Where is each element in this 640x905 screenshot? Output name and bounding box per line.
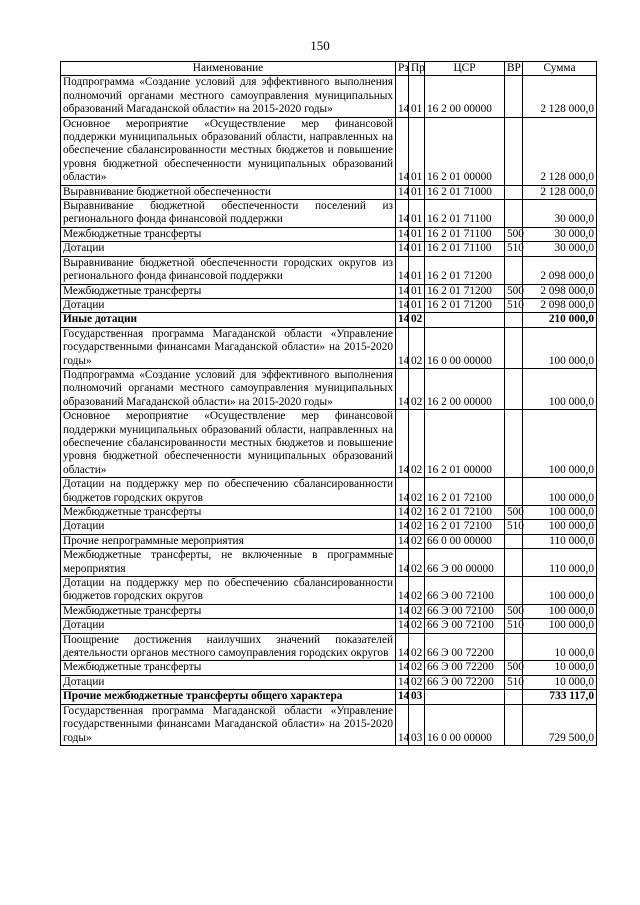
cell-rz: 14 bbox=[396, 661, 409, 675]
cell-pr: 02 bbox=[409, 327, 425, 368]
header-name: Наименование bbox=[61, 62, 396, 76]
table-row bbox=[61, 368, 597, 409]
table-row bbox=[61, 242, 597, 256]
cell-vr: 500 bbox=[505, 506, 523, 520]
cell-pr: 02 bbox=[409, 506, 425, 520]
cell-rz: 14 bbox=[396, 675, 409, 689]
cell-sum: 100 000,0 bbox=[523, 410, 597, 478]
cell-csr bbox=[425, 313, 505, 327]
cell-rz: 14 bbox=[396, 534, 409, 548]
cell-csr: 66 Э 00 72100 bbox=[425, 619, 505, 633]
table-row bbox=[61, 298, 597, 312]
cell-pr: 01 bbox=[409, 227, 425, 241]
cell-sum: 30 000,0 bbox=[523, 227, 597, 241]
cell-rz: 14 bbox=[396, 604, 409, 618]
cell-rz: 14 bbox=[396, 478, 409, 506]
cell-vr: 500 bbox=[505, 661, 523, 675]
page-number: 150 bbox=[310, 38, 330, 53]
table-row bbox=[61, 506, 597, 520]
table-row bbox=[61, 256, 597, 284]
cell-pr: 02 bbox=[409, 604, 425, 618]
cell-pr: 02 bbox=[409, 619, 425, 633]
cell-sum: 110 000,0 bbox=[523, 534, 597, 548]
cell-sum: 2 098 000,0 bbox=[523, 256, 597, 284]
cell-name: Дотации bbox=[61, 520, 396, 534]
cell-pr: 01 bbox=[409, 117, 425, 185]
cell-name: Межбюджетные трансферты bbox=[61, 284, 396, 298]
cell-sum: 10 000,0 bbox=[523, 661, 597, 675]
cell-pr: 02 bbox=[409, 368, 425, 409]
cell-vr bbox=[505, 327, 523, 368]
cell-sum: 30 000,0 bbox=[523, 242, 597, 256]
cell-csr: 16 2 01 71100 bbox=[425, 227, 505, 241]
cell-name: Дотации bbox=[61, 298, 396, 312]
cell-vr bbox=[505, 76, 523, 117]
cell-vr bbox=[505, 410, 523, 478]
cell-sum: 10 000,0 bbox=[523, 675, 597, 689]
cell-rz: 14 bbox=[396, 577, 409, 605]
cell-vr: 510 bbox=[505, 242, 523, 256]
cell-vr bbox=[505, 256, 523, 284]
cell-vr bbox=[505, 200, 523, 228]
table-row bbox=[61, 690, 597, 704]
table-row bbox=[61, 327, 597, 368]
cell-pr: 02 bbox=[409, 410, 425, 478]
cell-sum: 100 000,0 bbox=[523, 604, 597, 618]
cell-csr: 16 2 01 71200 bbox=[425, 256, 505, 284]
cell-name: Дотации bbox=[61, 619, 396, 633]
table-row bbox=[61, 410, 597, 478]
cell-pr: 02 bbox=[409, 478, 425, 506]
header-sum: Сумма bbox=[523, 62, 597, 76]
cell-rz: 14 bbox=[396, 549, 409, 577]
cell-name: Прочие непрограммные мероприятия bbox=[61, 534, 396, 548]
cell-rz: 14 bbox=[396, 256, 409, 284]
cell-name: Дотации на поддержку мер по обеспечению сбалансированности бюджетов городских округов bbox=[61, 478, 396, 506]
cell-rz: 14 bbox=[396, 690, 409, 704]
cell-vr bbox=[505, 313, 523, 327]
cell-rz: 14 bbox=[396, 410, 409, 478]
cell-vr bbox=[505, 633, 523, 661]
cell-sum: 110 000,0 bbox=[523, 549, 597, 577]
header-rz: Рз bbox=[396, 62, 409, 76]
cell-name: Подпрограмма «Создание условий для эффективного выполнения полномочий органами местного самоуправления муниципальных образований Магаданской области» на 2015-2020 годы» bbox=[61, 76, 396, 117]
table-row bbox=[61, 478, 597, 506]
cell-vr: 500 bbox=[505, 604, 523, 618]
cell-vr bbox=[505, 704, 523, 745]
cell-name: Основное мероприятие «Осуществление мер финансовой поддержки муниципальных образований области, направленных на обеспечение сбалансированности местных бюджетов и повышение уровня бюджетной обеспеченности муниципальных образований области» bbox=[61, 117, 396, 185]
cell-sum: 10 000,0 bbox=[523, 633, 597, 661]
cell-vr bbox=[505, 478, 523, 506]
cell-vr: 510 bbox=[505, 619, 523, 633]
budget-table bbox=[60, 61, 597, 746]
cell-csr: 16 2 00 00000 bbox=[425, 76, 505, 117]
header-csr: ЦСР bbox=[425, 62, 505, 76]
table-row bbox=[61, 619, 597, 633]
cell-sum: 733 117,0 bbox=[523, 690, 597, 704]
cell-sum: 2 128 000,0 bbox=[523, 185, 597, 199]
cell-csr: 16 2 01 71000 bbox=[425, 185, 505, 199]
table-row bbox=[61, 117, 597, 185]
cell-rz: 14 bbox=[396, 506, 409, 520]
table-header-row bbox=[61, 62, 597, 76]
cell-name: Выравнивание бюджетной обеспеченности поселений из регионального фонда финансовой поддержки bbox=[61, 200, 396, 228]
cell-pr: 02 bbox=[409, 633, 425, 661]
cell-vr: 510 bbox=[505, 675, 523, 689]
cell-vr bbox=[505, 690, 523, 704]
table-row bbox=[61, 227, 597, 241]
cell-sum: 2 098 000,0 bbox=[523, 298, 597, 312]
cell-csr bbox=[425, 690, 505, 704]
cell-pr: 01 bbox=[409, 284, 425, 298]
cell-sum: 210 000,0 bbox=[523, 313, 597, 327]
cell-pr: 03 bbox=[409, 690, 425, 704]
cell-vr bbox=[505, 577, 523, 605]
cell-name: Дотации на поддержку мер по обеспечению сбалансированности бюджетов городских округов bbox=[61, 577, 396, 605]
cell-sum: 100 000,0 bbox=[523, 368, 597, 409]
cell-csr: 16 0 00 00000 bbox=[425, 704, 505, 745]
cell-pr: 01 bbox=[409, 185, 425, 199]
cell-rz: 14 bbox=[396, 313, 409, 327]
table-row bbox=[61, 549, 597, 577]
cell-csr: 66 Э 00 00000 bbox=[425, 549, 505, 577]
cell-csr: 16 2 00 00000 bbox=[425, 368, 505, 409]
cell-csr: 66 Э 00 72200 bbox=[425, 661, 505, 675]
cell-name: Дотации bbox=[61, 242, 396, 256]
cell-name: Поощрение достижения наилучших значений показателей деятельности органов местного самоуправления городских округов bbox=[61, 633, 396, 661]
table-row bbox=[61, 284, 597, 298]
cell-name: Межбюджетные трансферты bbox=[61, 661, 396, 675]
cell-rz: 14 bbox=[396, 520, 409, 534]
cell-rz: 14 bbox=[396, 76, 409, 117]
cell-sum: 2 098 000,0 bbox=[523, 284, 597, 298]
cell-name: Прочие межбюджетные трансферты общего характера bbox=[61, 690, 396, 704]
cell-rz: 14 bbox=[396, 619, 409, 633]
cell-sum: 100 000,0 bbox=[523, 327, 597, 368]
cell-sum: 100 000,0 bbox=[523, 478, 597, 506]
table-row bbox=[61, 185, 597, 199]
cell-name: Основное мероприятие «Осуществление мер финансовой поддержки муниципальных образований области, направленных на обеспечение сбалансированности местных бюджетов и повышение уровня бюджетной обеспеченности муниципальных образований области» bbox=[61, 410, 396, 478]
cell-pr: 03 bbox=[409, 704, 425, 745]
cell-name: Дотации bbox=[61, 675, 396, 689]
cell-csr: 16 2 01 72100 bbox=[425, 478, 505, 506]
cell-csr: 16 2 01 71100 bbox=[425, 200, 505, 228]
cell-rz: 14 bbox=[396, 704, 409, 745]
cell-sum: 2 128 000,0 bbox=[523, 117, 597, 185]
table-row bbox=[61, 661, 597, 675]
cell-rz: 14 bbox=[396, 227, 409, 241]
table-row bbox=[61, 534, 597, 548]
cell-name: Межбюджетные трансферты bbox=[61, 506, 396, 520]
cell-name: Выравнивание бюджетной обеспеченности городских округов из регионального фонда финансовой поддержки bbox=[61, 256, 396, 284]
cell-csr: 16 2 01 71200 bbox=[425, 298, 505, 312]
cell-vr bbox=[505, 549, 523, 577]
cell-vr: 510 bbox=[505, 520, 523, 534]
cell-pr: 01 bbox=[409, 76, 425, 117]
cell-pr: 02 bbox=[409, 549, 425, 577]
cell-name: Выравнивание бюджетной обеспеченности bbox=[61, 185, 396, 199]
cell-pr: 02 bbox=[409, 577, 425, 605]
cell-csr: 16 2 01 00000 bbox=[425, 410, 505, 478]
cell-csr: 66 Э 00 72100 bbox=[425, 577, 505, 605]
cell-csr: 66 Э 00 72200 bbox=[425, 633, 505, 661]
cell-sum: 100 000,0 bbox=[523, 506, 597, 520]
cell-rz: 14 bbox=[396, 117, 409, 185]
table-row bbox=[61, 704, 597, 745]
cell-name: Иные дотации bbox=[61, 313, 396, 327]
cell-rz: 14 bbox=[396, 368, 409, 409]
cell-rz: 14 bbox=[396, 242, 409, 256]
cell-csr: 16 2 01 71200 bbox=[425, 284, 505, 298]
cell-csr: 16 2 01 72100 bbox=[425, 506, 505, 520]
cell-pr: 02 bbox=[409, 661, 425, 675]
cell-rz: 14 bbox=[396, 200, 409, 228]
cell-vr bbox=[505, 534, 523, 548]
cell-csr: 16 0 00 00000 bbox=[425, 327, 505, 368]
cell-pr: 02 bbox=[409, 534, 425, 548]
cell-pr: 01 bbox=[409, 242, 425, 256]
table-row bbox=[61, 200, 597, 228]
cell-vr: 500 bbox=[505, 227, 523, 241]
cell-sum: 729 500,0 bbox=[523, 704, 597, 745]
table-row bbox=[61, 604, 597, 618]
cell-csr: 66 Э 00 72100 bbox=[425, 604, 505, 618]
cell-vr bbox=[505, 185, 523, 199]
cell-name: Государственная программа Магаданской области «Управление государственными финансами Магаданской области» на 2015-2020 годы» bbox=[61, 327, 396, 368]
cell-csr: 16 2 01 71100 bbox=[425, 242, 505, 256]
header-vr: ВР bbox=[505, 62, 523, 76]
cell-vr: 510 bbox=[505, 298, 523, 312]
cell-name: Государственная программа Магаданской области «Управление государственными финансами Магаданской области» на 2015-2020 годы» bbox=[61, 704, 396, 745]
cell-vr bbox=[505, 117, 523, 185]
header-pr: Пр bbox=[409, 62, 425, 76]
cell-name: Подпрограмма «Создание условий для эффективного выполнения полномочий органами местного самоуправления муниципальных образований Магаданской области» на 2015-2020 годы» bbox=[61, 368, 396, 409]
cell-name: Межбюджетные трансферты bbox=[61, 227, 396, 241]
cell-pr: 01 bbox=[409, 200, 425, 228]
cell-pr: 02 bbox=[409, 313, 425, 327]
cell-csr: 16 2 01 72100 bbox=[425, 520, 505, 534]
table-row bbox=[61, 577, 597, 605]
cell-pr: 01 bbox=[409, 256, 425, 284]
cell-rz: 14 bbox=[396, 284, 409, 298]
table-row bbox=[61, 520, 597, 534]
table-row bbox=[61, 675, 597, 689]
cell-csr: 66 0 00 00000 bbox=[425, 534, 505, 548]
cell-sum: 100 000,0 bbox=[523, 577, 597, 605]
table-row bbox=[61, 313, 597, 327]
cell-sum: 2 128 000,0 bbox=[523, 76, 597, 117]
cell-sum: 30 000,0 bbox=[523, 200, 597, 228]
cell-rz: 14 bbox=[396, 633, 409, 661]
cell-vr: 500 bbox=[505, 284, 523, 298]
cell-csr: 16 2 01 00000 bbox=[425, 117, 505, 185]
cell-sum: 100 000,0 bbox=[523, 619, 597, 633]
cell-rz: 14 bbox=[396, 327, 409, 368]
cell-csr: 66 Э 00 72200 bbox=[425, 675, 505, 689]
cell-name: Межбюджетные трансферты bbox=[61, 604, 396, 618]
cell-rz: 14 bbox=[396, 185, 409, 199]
table-row bbox=[61, 76, 597, 117]
cell-name: Межбюджетные трансферты, не включенные в программные мероприятия bbox=[61, 549, 396, 577]
table-row bbox=[61, 633, 597, 661]
cell-vr bbox=[505, 368, 523, 409]
cell-rz: 14 bbox=[396, 298, 409, 312]
cell-sum: 100 000,0 bbox=[523, 520, 597, 534]
cell-pr: 02 bbox=[409, 675, 425, 689]
cell-pr: 01 bbox=[409, 298, 425, 312]
cell-pr: 02 bbox=[409, 520, 425, 534]
